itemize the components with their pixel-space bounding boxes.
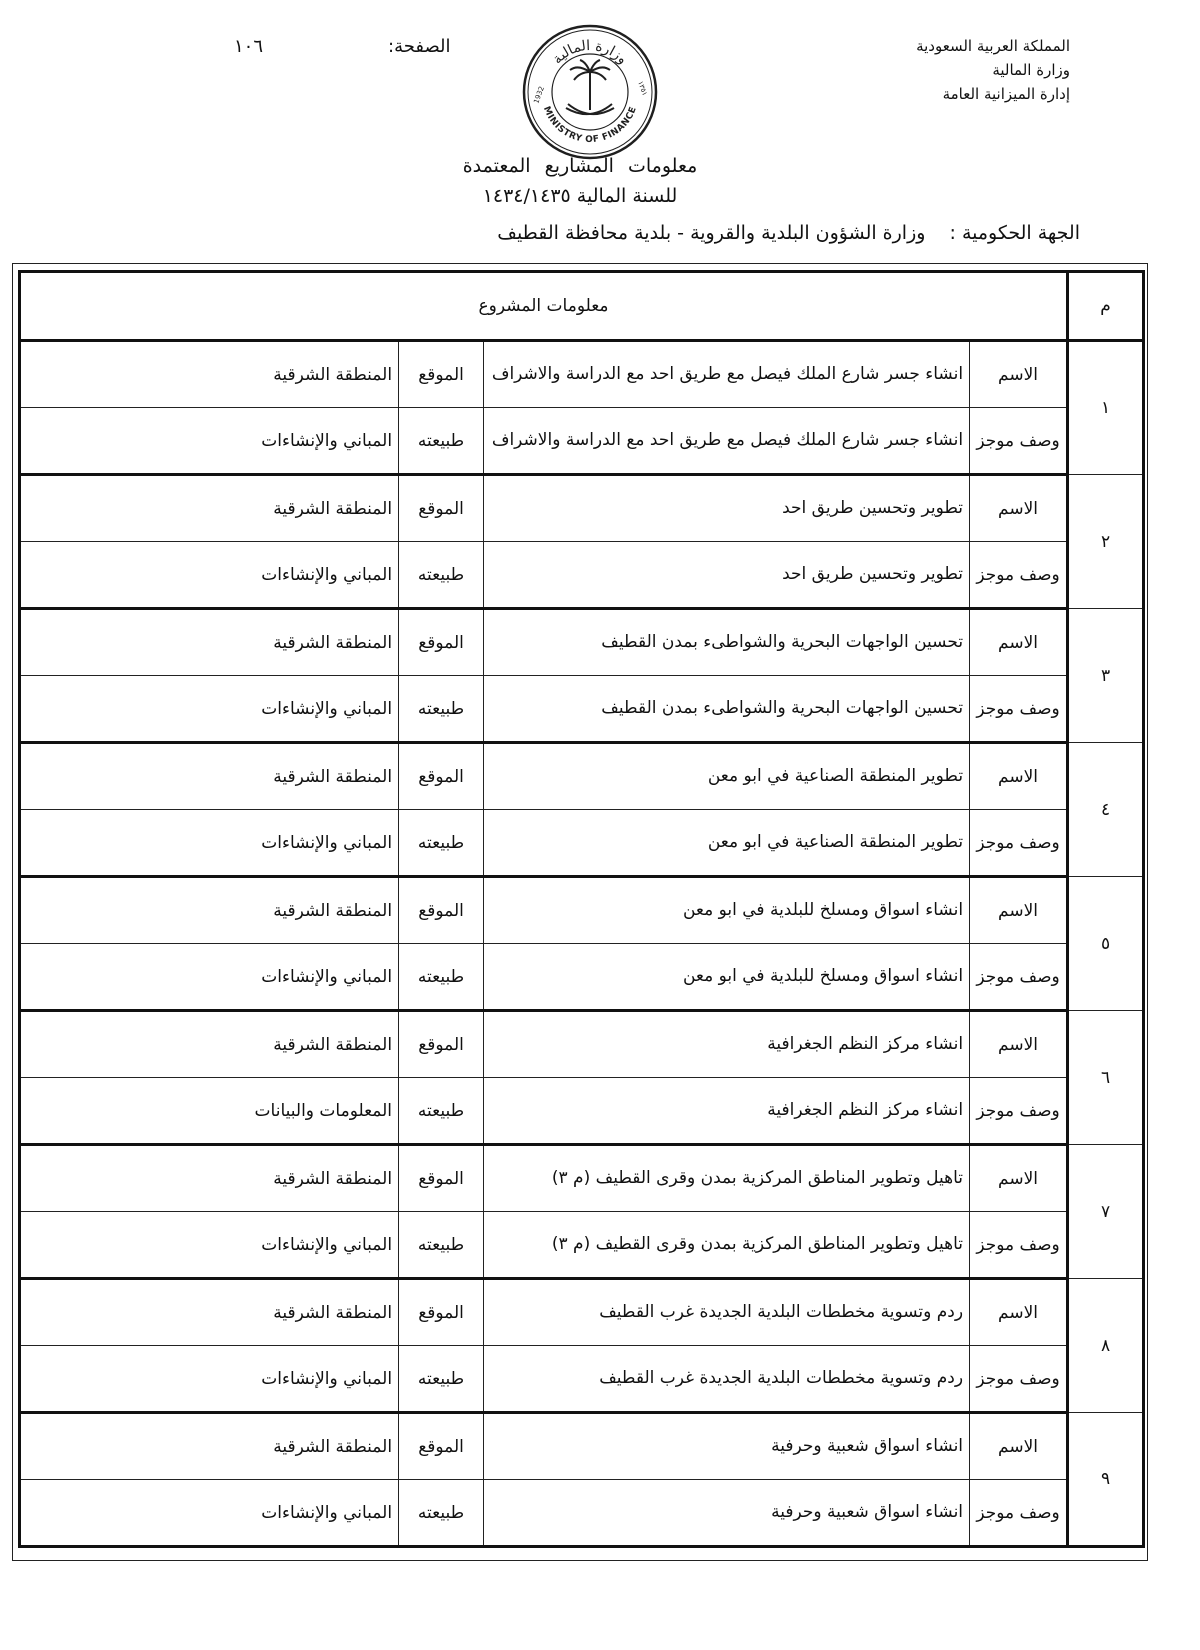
svg-text:MINISTRY OF FINANCE <box>541 105 639 145</box>
page-label: الصفحة: <box>388 36 451 57</box>
project-nature: المباني والإنشاءات <box>20 676 399 743</box>
fiscal-year: للسنة المالية ١٤٣٤/١٤٣٥ <box>482 185 678 207</box>
project-desc-row <box>20 1346 1144 1413</box>
nature-label: طبيعته <box>399 1480 484 1547</box>
logo-year-left: 1932 <box>532 85 546 105</box>
project-number: ٦ <box>1068 1011 1144 1145</box>
name-label: الاسم <box>970 1279 1068 1346</box>
location-label: الموقع <box>399 877 484 944</box>
project-location: المنطقة الشرقية <box>20 743 399 810</box>
nature-label: طبيعته <box>399 1212 484 1279</box>
department-name: إدارة الميزانية العامة <box>942 85 1070 103</box>
project-location: المنطقة الشرقية <box>20 475 399 542</box>
nature-label: طبيعته <box>399 810 484 877</box>
ministry-of-finance-logo <box>520 22 660 162</box>
nature-label: طبيعته <box>399 542 484 609</box>
table-header-row <box>20 272 1144 341</box>
project-nature: المباني والإنشاءات <box>20 1480 399 1547</box>
location-label: الموقع <box>399 1145 484 1212</box>
entity-label: الجهة الحكومية : <box>949 222 1080 244</box>
project-name: انشاء اسواق ومسلخ للبلدية في ابو معن <box>484 877 970 944</box>
header-block <box>916 34 1070 106</box>
project-name-row <box>20 1413 1144 1480</box>
name-label: الاسم <box>970 1413 1068 1480</box>
location-label: الموقع <box>399 341 484 408</box>
nature-label: طبيعته <box>399 408 484 475</box>
project-name-row <box>20 1145 1144 1212</box>
project-location: المنطقة الشرقية <box>20 1145 399 1212</box>
projects-table <box>18 270 1145 1548</box>
project-nature: المباني والإنشاءات <box>20 1346 399 1413</box>
project-location: المنطقة الشرقية <box>20 1413 399 1480</box>
page-number: ١٠٦ <box>234 36 264 57</box>
project-desc-row <box>20 810 1144 877</box>
project-name-row <box>20 1279 1144 1346</box>
project-name: تاهيل وتطوير المناطق المركزية بمدن وقرى القطيف (م ٣) <box>484 1145 970 1212</box>
name-label: الاسم <box>970 341 1068 408</box>
project-number: ٩ <box>1068 1413 1144 1547</box>
location-label: الموقع <box>399 609 484 676</box>
project-nature: المباني والإنشاءات <box>20 542 399 609</box>
desc-label: وصف موجز <box>970 944 1068 1011</box>
government-entity <box>497 222 1080 244</box>
nature-label: طبيعته <box>399 944 484 1011</box>
project-desc-row <box>20 408 1144 475</box>
palm-swords-emblem <box>566 60 614 114</box>
project-name: انشاء اسواق شعبية وحرفية <box>484 1413 970 1480</box>
name-label: الاسم <box>970 1145 1068 1212</box>
project-number: ٨ <box>1068 1279 1144 1413</box>
project-desc-row <box>20 542 1144 609</box>
project-description: انشاء مركز النظم الجغرافية <box>484 1078 970 1145</box>
project-nature: المعلومات والبيانات <box>20 1078 399 1145</box>
project-name: انشاء جسر شارع الملك فيصل مع طريق احد مع الدراسة والاشراف <box>484 341 970 408</box>
project-description: تطوير المنطقة الصناعية في ابو معن <box>484 810 970 877</box>
project-name: تحسين الواجهات البحرية والشواطىء بمدن القطيف <box>484 609 970 676</box>
project-nature: المباني والإنشاءات <box>20 408 399 475</box>
project-desc-row <box>20 1480 1144 1547</box>
project-name-row <box>20 341 1144 408</box>
document-title: معلومات المشاريع المعتمدة <box>462 155 698 177</box>
project-description: ردم وتسوية مخططات البلدية الجديدة غرب القطيف <box>484 1346 970 1413</box>
project-location: المنطقة الشرقية <box>20 1279 399 1346</box>
project-description: انشاء جسر شارع الملك فيصل مع طريق احد مع الدراسة والاشراف <box>484 408 970 475</box>
location-label: الموقع <box>399 1011 484 1078</box>
nature-label: طبيعته <box>399 1346 484 1413</box>
header-project-info: معلومات المشروع <box>20 272 1068 341</box>
name-label: الاسم <box>970 877 1068 944</box>
desc-label: وصف موجز <box>970 810 1068 877</box>
svg-text:وزارة المالية <box>550 38 631 68</box>
ministry-name: وزارة المالية <box>992 61 1070 79</box>
project-name: تطوير المنطقة الصناعية في ابو معن <box>484 743 970 810</box>
name-label: الاسم <box>970 475 1068 542</box>
project-location: المنطقة الشرقية <box>20 1011 399 1078</box>
project-name-row <box>20 609 1144 676</box>
project-desc-row <box>20 676 1144 743</box>
location-label: الموقع <box>399 475 484 542</box>
desc-label: وصف موجز <box>970 1212 1068 1279</box>
logo-arabic-text: وزارة المالية <box>549 37 631 68</box>
desc-label: وصف موجز <box>970 408 1068 475</box>
location-label: الموقع <box>399 743 484 810</box>
project-description: انشاء اسواق شعبية وحرفية <box>484 1480 970 1547</box>
project-number: ٣ <box>1068 609 1144 743</box>
project-name-row <box>20 475 1144 542</box>
project-desc-row <box>20 944 1144 1011</box>
nature-label: طبيعته <box>399 1078 484 1145</box>
project-number: ٢ <box>1068 475 1144 609</box>
project-location: المنطقة الشرقية <box>20 341 399 408</box>
project-number: ١ <box>1068 341 1144 475</box>
location-label: الموقع <box>399 1279 484 1346</box>
desc-label: وصف موجز <box>970 1346 1068 1413</box>
project-description: تحسين الواجهات البحرية والشواطىء بمدن القطيف <box>484 676 970 743</box>
project-desc-row <box>20 1078 1144 1145</box>
logo-english-text: MINISTRY OF FINANCE <box>541 105 639 146</box>
project-desc-row <box>20 1212 1144 1279</box>
project-description: تطوير وتحسين طريق احد <box>484 542 970 609</box>
project-location: المنطقة الشرقية <box>20 877 399 944</box>
project-nature: المباني والإنشاءات <box>20 1212 399 1279</box>
desc-label: وصف موجز <box>970 1078 1068 1145</box>
logo-year-right: ١٣٥١ <box>636 79 649 97</box>
project-description: تاهيل وتطوير المناطق المركزية بمدن وقرى القطيف (م ٣) <box>484 1212 970 1279</box>
project-name: ردم وتسوية مخططات البلدية الجديدة غرب القطيف <box>484 1279 970 1346</box>
project-name-row <box>20 743 1144 810</box>
project-nature: المباني والإنشاءات <box>20 810 399 877</box>
kingdom-name: المملكة العربية السعودية <box>916 37 1070 55</box>
name-label: الاسم <box>970 1011 1068 1078</box>
project-name-row <box>20 877 1144 944</box>
nature-label: طبيعته <box>399 676 484 743</box>
entity-value: وزارة الشؤون البلدية والقروية - بلدية محافظة القطيف <box>497 222 926 244</box>
project-nature: المباني والإنشاءات <box>20 944 399 1011</box>
project-location: المنطقة الشرقية <box>20 609 399 676</box>
name-label: الاسم <box>970 743 1068 810</box>
header-number: م <box>1068 272 1144 341</box>
desc-label: وصف موجز <box>970 676 1068 743</box>
location-label: الموقع <box>399 1413 484 1480</box>
name-label: الاسم <box>970 609 1068 676</box>
desc-label: وصف موجز <box>970 1480 1068 1547</box>
desc-label: وصف موجز <box>970 542 1068 609</box>
project-number: ٧ <box>1068 1145 1144 1279</box>
project-description: انشاء اسواق ومسلخ للبلدية في ابو معن <box>484 944 970 1011</box>
project-name-row <box>20 1011 1144 1078</box>
project-number: ٤ <box>1068 743 1144 877</box>
project-name: انشاء مركز النظم الجغرافية <box>484 1011 970 1078</box>
project-name: تطوير وتحسين طريق احد <box>484 475 970 542</box>
project-number: ٥ <box>1068 877 1144 1011</box>
